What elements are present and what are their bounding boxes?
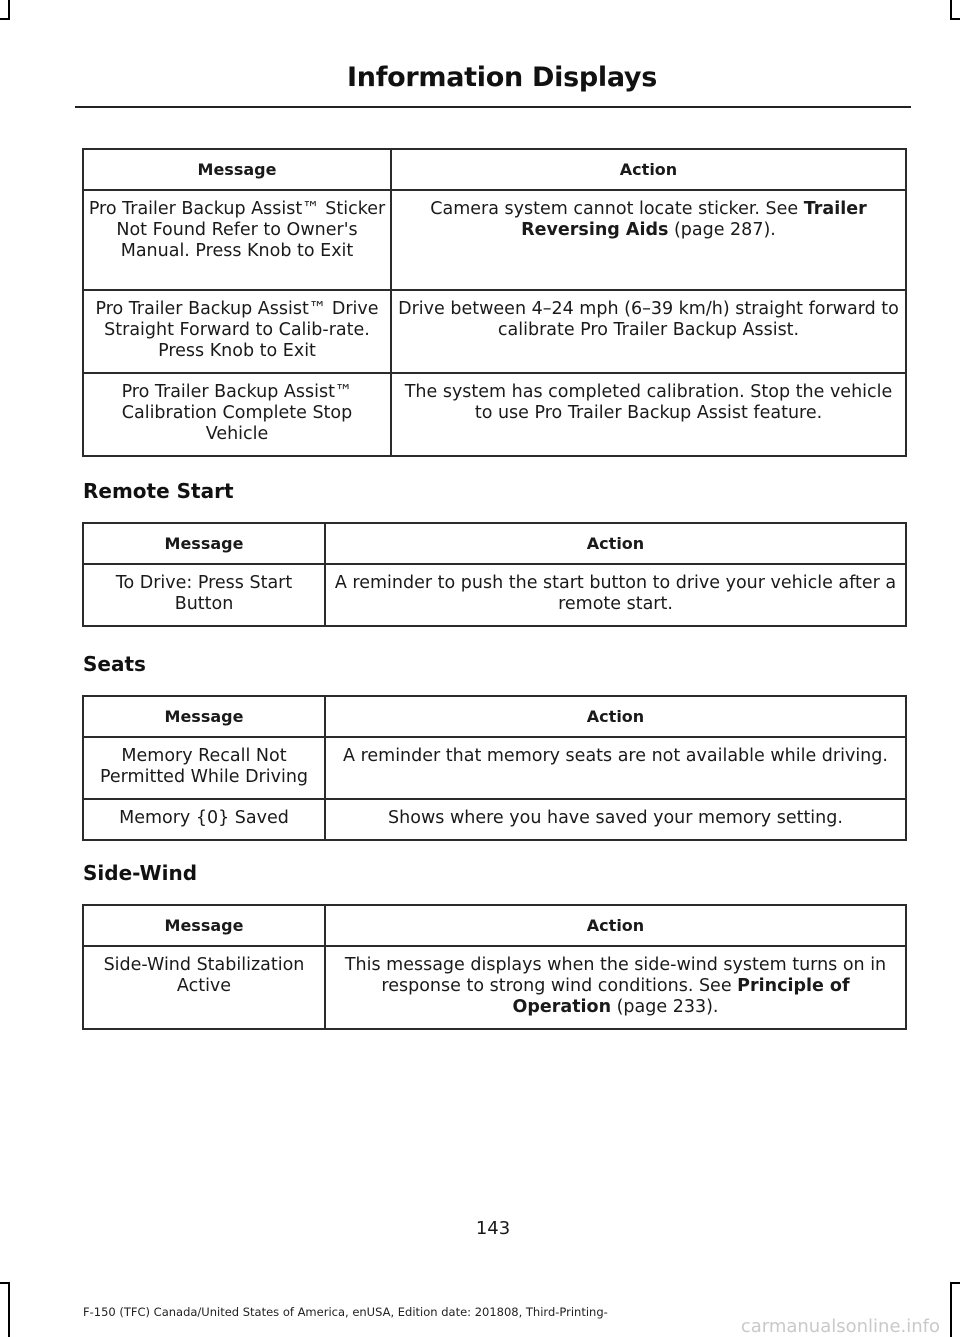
page-reference: (page 287). (668, 220, 776, 240)
header-rule (75, 106, 911, 108)
action-text: This message displays when the side-wind system turns on in response to strong wind conditions. See (344, 955, 887, 996)
column-header-message: Message (83, 149, 391, 190)
action-cell: A reminder to push the start button to drive your vehicle after a remote start. (325, 564, 906, 626)
table-row (83, 799, 906, 840)
message-cell: To Drive: Press Start Button (83, 564, 325, 626)
remote-start-message-table (82, 522, 907, 627)
action-cell: The system has completed calibration. Stop the vehicle to use Pro Trailer Backup Assist feature. (391, 373, 906, 456)
crop-mark-bottom-right-v (950, 1282, 952, 1337)
crop-mark-top-left-h (0, 18, 10, 20)
crop-mark-top-right-v (950, 0, 952, 20)
message-cell: Pro Trailer Backup Assist™ Drive Straight Forward to Calib-rate. Press Knob to Exit (83, 290, 391, 373)
table-header-row (83, 523, 906, 564)
pro-trailer-message-table (82, 148, 907, 457)
column-header-action: Action (391, 149, 906, 190)
page-number: 143 (475, 1218, 511, 1239)
table-header-row (83, 696, 906, 737)
message-cell: Pro Trailer Backup Assist™ Calibration Complete Stop Vehicle (83, 373, 391, 456)
table-header-row (83, 149, 906, 190)
table-header-row (83, 905, 906, 946)
table-row (83, 737, 906, 799)
crop-mark-top-left-v (8, 0, 10, 20)
crop-mark-bottom-right-h (950, 1282, 960, 1284)
cross-reference-link[interactable]: Principle of Operation (512, 976, 850, 1017)
edition-line: F-150 (TFC) Canada/United States of America, enUSA, Edition date: 201808, Third-Printing- (83, 1305, 608, 1319)
action-cell: Shows where you have saved your memory setting. (325, 799, 906, 840)
column-header-message: Message (83, 523, 325, 564)
seats-message-table (82, 695, 907, 841)
column-header-message: Message (83, 905, 325, 946)
action-cell (325, 946, 906, 1029)
message-cell: Memory {0} Saved (83, 799, 325, 840)
cross-reference-link[interactable]: Trailer Reversing Aids (521, 199, 867, 240)
table-row (83, 564, 906, 626)
column-header-action: Action (325, 523, 906, 564)
column-header-action: Action (325, 905, 906, 946)
table-row (83, 946, 906, 1029)
column-header-message: Message (83, 696, 325, 737)
table-row (83, 290, 906, 373)
message-cell: Side-Wind Stabilization Active (83, 946, 325, 1029)
section-heading-remote-start: Remote Start (83, 479, 234, 503)
page-reference: (page 233). (611, 997, 719, 1017)
action-cell: A reminder that memory seats are not available while driving. (325, 737, 906, 799)
message-cell: Pro Trailer Backup Assist™ Sticker Not Found Refer to Owner's Manual. Press Knob to Exit (83, 190, 391, 290)
crop-mark-bottom-left-h (0, 1282, 10, 1284)
side-wind-message-table (82, 904, 907, 1030)
column-header-action: Action (325, 696, 906, 737)
crop-mark-top-right-h (950, 18, 960, 20)
section-heading-side-wind: Side-Wind (83, 861, 198, 885)
action-text: Camera system cannot locate sticker. See (430, 199, 804, 219)
message-cell: Memory Recall Not Permitted While Driving (83, 737, 325, 799)
crop-mark-bottom-left-v (8, 1282, 10, 1337)
section-heading-seats: Seats (83, 652, 146, 676)
action-cell (391, 190, 906, 290)
watermark: carmanualsonline.info (740, 1316, 940, 1337)
table-row (83, 373, 906, 456)
page-title: Information Displays (347, 62, 657, 93)
action-cell: Drive between 4–24 mph (6–39 km/h) straight forward to calibrate Pro Trailer Backup Assist. (391, 290, 906, 373)
table-row (83, 190, 906, 290)
